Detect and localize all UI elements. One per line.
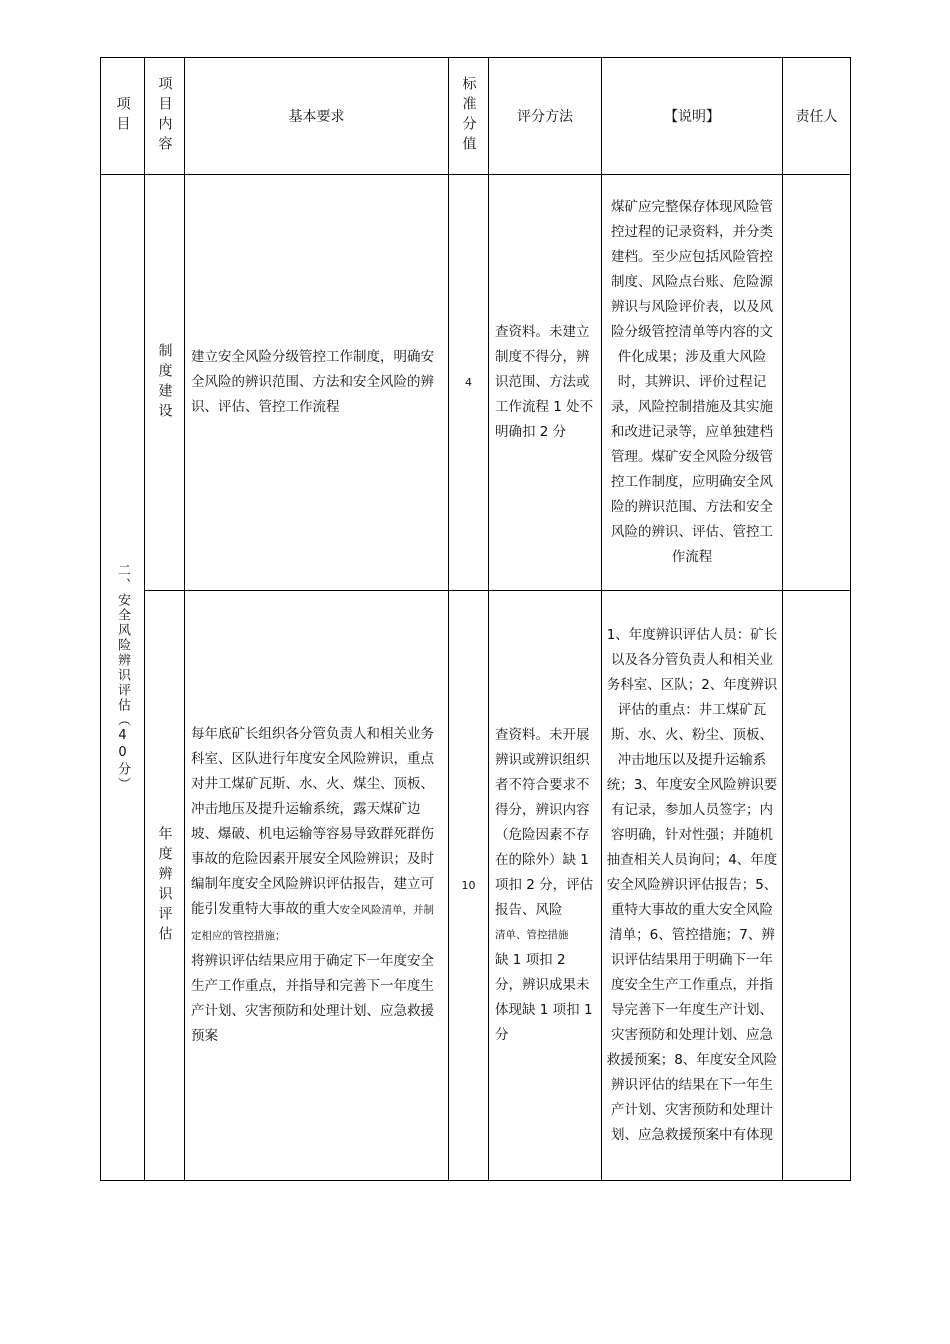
section-label-cell bbox=[101, 175, 145, 1181]
method-text: 查资料。未开展辨识或辨识组织者不符合要求不得分，辨识内容（危险因素不存在的除外）缺 1 项扣 2 分，评估报告、风险 bbox=[495, 727, 594, 918]
header-owner: 责任人 bbox=[783, 58, 851, 175]
table-header-row bbox=[101, 58, 851, 175]
owner-cell bbox=[783, 175, 851, 591]
requirement-cell bbox=[185, 591, 449, 1181]
header-note: 【说明】 bbox=[602, 58, 783, 175]
section-label: 二、安全风险辨识评估（40分） bbox=[115, 563, 130, 792]
requirement-small-text: 安全风险清单，并制定相应的管控措施； bbox=[191, 904, 434, 942]
note-cell: 煤矿应完整保存体现风险管控过程的记录资料，并分类建档。至少应包括风险管控制度、风险点台账、危险源辨识与风险评价表，以及风险分级管控清单等内容的文件化成果；涉及重大风险时，其辨识、评价过程记录，风险控制措施及其实施和改进记录等，应单独建档管理。煤矿安全风险分级管控工作制度，应明确安全风险的辨识范围、方法和安全风险的辨识、评估、管控工作流程 bbox=[602, 175, 783, 591]
requirement-text: 每年底矿长组织各分管负责人和相关业务科室、区队进行年度安全风险辨识，重点对井工煤矿瓦斯、水、火、煤尘、顶板、冲击地压及提升运输系统，露天煤矿边坡、爆破、机电运输等容易导致群死群伤事故的危险因素开展安全风险辨识；及时编制年度安全风险辨识评估报告，建立可能引发重特大事故的重大 bbox=[191, 726, 434, 917]
header-content: 项目内容 bbox=[145, 58, 185, 175]
method-small-text: 清单、管控措施 bbox=[495, 929, 569, 941]
owner-cell bbox=[783, 591, 851, 1181]
header-score: 标准分值 bbox=[449, 58, 489, 175]
header-method: 评分方法 bbox=[489, 58, 602, 175]
table-row bbox=[101, 175, 851, 591]
score-cell: 4 bbox=[449, 175, 489, 591]
scoring-table bbox=[100, 57, 851, 1181]
requirement-cell: 建立安全风险分级管控工作制度，明确安全风险的辨识范围、方法和安全风险的辨识、评估、管控工作流程 bbox=[185, 175, 449, 591]
requirement-text-2: 将辨识评估结果应用于确定下一年度安全生产工作重点，并指导和完善下一年度生产计划、灾害预防和处理计划、应急救援预案 bbox=[191, 953, 434, 1044]
score-cell: 10 bbox=[449, 591, 489, 1181]
header-requirement: 基本要求 bbox=[185, 58, 449, 175]
note-cell: 1、年度辨识评估人员：矿长以及各分管负责人和相关业务科室、区队；2、年度辨识评估的重点：井工煤矿瓦斯、水、火、粉尘、顶板、冲击地压以及提升运输系统；3、年度安全风险辨识要有记录，参加人员签字；内容明确，针对性强；并随机抽查相关人员询问；4、年度安全风险辨识评估报告；5、重特大事故的重大安全风险清单；6、管控措施；7、辨识评估结果用于明确下一年度安全生产工作重点，并指导完善下一年度生产计划、灾害预防和处理计划、应急救援预案；8、年度安全风险辨识评估的结果在下一年生产计划、灾害预防和处理计划、应急救援预案中有体现 bbox=[602, 591, 783, 1181]
method-text-2: 缺 1 项扣 2 分，辨识成果未体现缺 1 项扣 1 分 bbox=[495, 952, 593, 1043]
table-row bbox=[101, 591, 851, 1181]
content-cell: 制度建设 bbox=[145, 175, 185, 591]
method-cell: 查资料。未建立制度不得分，辨识范围、方法或工作流程 1 处不明确扣 2 分 bbox=[489, 175, 602, 591]
content-cell: 年度辨识评估 bbox=[145, 591, 185, 1181]
method-cell bbox=[489, 591, 602, 1181]
header-item: 项目 bbox=[101, 58, 145, 175]
